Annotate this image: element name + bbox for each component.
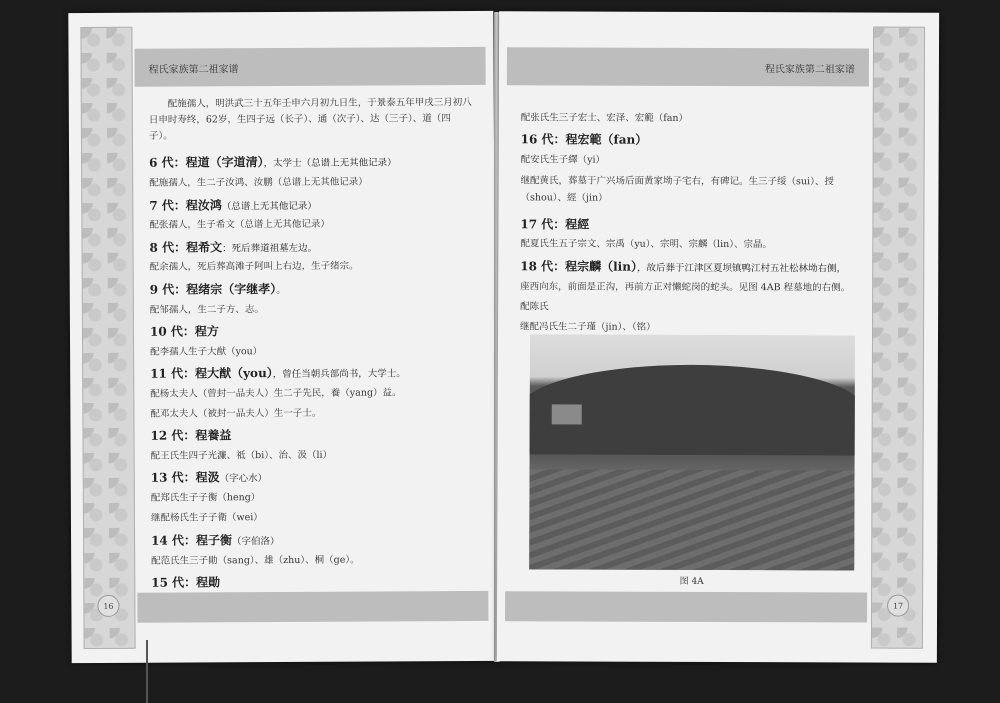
generation-heading xyxy=(150,426,475,444)
generation-heading xyxy=(520,216,856,234)
field xyxy=(529,469,854,570)
page-content xyxy=(149,95,477,596)
intro-paragraph: 配施孺人，明洪武三十五年壬申六月初九日生，于景泰五年甲戌三月初八日申时寿终，62岁，生四子远（长子）、通（次子）、达（三子）、道（四子）。 xyxy=(148,97,472,142)
generation-note: ，故后葬于江津区夏坝镇鸭江村五社松林坳右侧， xyxy=(636,262,847,275)
header-title: 程氏家族第二祖家谱 xyxy=(148,63,239,76)
open-book xyxy=(70,12,940,664)
generation-list xyxy=(149,153,476,591)
generation-title: 14 代：程子衡 xyxy=(151,533,232,548)
generation-heading xyxy=(149,238,474,256)
page-header xyxy=(134,47,485,87)
generation-title: 18 代：程宗麟（lin） xyxy=(520,259,638,274)
entry-line: 配范氏生三子勛（sang）、雄（zhu）、桐（ge）。 xyxy=(151,554,360,567)
page-number: 16 xyxy=(97,595,119,617)
page-content xyxy=(520,111,857,342)
generation-heading xyxy=(151,573,476,591)
generation-heading xyxy=(149,196,474,214)
entry-paragraph: 继配黄氏，葬墓于广兴场后面黄家坳子宅右，有碑记。生三子绥（sui）、授（shou）、經（jin） xyxy=(520,175,834,204)
page-header xyxy=(507,47,869,86)
generation-title: 13 代：程汲 xyxy=(150,470,220,486)
entry-line: 配邹孺人，生二子方、志。 xyxy=(149,303,264,316)
generation-title: 10 代：程方 xyxy=(149,324,219,339)
generation-title: 7 代：程汝鸿 xyxy=(149,197,222,213)
generation-note: 。 xyxy=(276,284,286,296)
right-page xyxy=(497,11,939,663)
entry-line: 配余孺人，死后葬高滩子阿叫上右边，生子绪宗。 xyxy=(149,261,359,274)
entry-line: 配安氏生子繹（yi） xyxy=(520,154,606,166)
entry-line: 继配杨氏生子子衛（wei） xyxy=(150,512,263,525)
generation-note: （总谱上无其他记录） xyxy=(221,200,317,212)
page-number: 17 xyxy=(887,595,909,617)
generation-heading xyxy=(151,468,476,486)
generation-list xyxy=(520,132,857,335)
entry-line: 继配冯氏生二子瑾（jin）、（铭） xyxy=(520,321,656,333)
generation-title: 8 代：程希文 xyxy=(149,239,223,255)
generation-note: ：死后葬道祖墓左边。 xyxy=(222,242,318,254)
generation-title: 12 代：程養益 xyxy=(150,428,232,443)
generation-note: （字心水） xyxy=(219,473,268,485)
decorative-border xyxy=(80,27,135,649)
entry-line: 座西向东，前面是正沟，再前方正对懒蛇岗的蛇头。见图 4AB 程墓地的右侧。 xyxy=(520,280,851,294)
generation-heading xyxy=(150,280,475,298)
house xyxy=(552,404,582,424)
entry-line: 配王氏生四子光濂、祗（bi）、治、汲（li） xyxy=(150,449,333,462)
generation-title: 17 代：程經 xyxy=(520,216,590,232)
photo-caption: 图 4A xyxy=(679,576,704,587)
page-footer xyxy=(505,591,867,622)
grave-site-photo xyxy=(529,334,855,570)
generation-title: 6 代：程道（字道清） xyxy=(149,155,264,171)
generation-heading xyxy=(151,531,476,549)
entry-line: 配李孺人生子大猷（you） xyxy=(150,345,263,358)
generation-heading xyxy=(149,153,474,171)
entry-line: 配施孺人，生二子汝鸿、汝鹏（总谱上无其他记录） xyxy=(149,176,368,189)
entry-line: 配张孺人，生子希文（总谱上无其他记录） xyxy=(149,219,330,232)
entry-line: 配杨太夫人（曾封一品夫人）生二子先民，養（yang）益。 xyxy=(150,387,402,400)
generation-note: （字伯洛） xyxy=(231,535,280,548)
generation-heading xyxy=(520,258,856,276)
generation-note: ，太学士（总谱上无其他记录） xyxy=(263,157,397,170)
header-title: 程氏家族第二祖家谱 xyxy=(764,63,855,75)
entry-line: 配陈氏 xyxy=(520,301,549,313)
generation-title: 16 代：程宏範（fan） xyxy=(520,132,648,148)
generation-heading xyxy=(521,132,857,150)
generation-title: 15 代：程勛 xyxy=(151,575,221,590)
entry-line: 配郑氏生子子衡（heng） xyxy=(150,492,261,504)
decorative-border xyxy=(871,27,925,649)
top-line: 配张氏生三子宏士、宏泽、宏範（fan） xyxy=(520,112,689,124)
generation-note: ，曾任当朝兵部尚书，大学士。 xyxy=(272,368,406,380)
entry-line: 配夏氏生五子宗文、宗禹（yu）、宗明、宗麟（lin）、宗晶。 xyxy=(520,238,773,251)
generation-heading xyxy=(150,322,475,340)
generation-title: 11 代：程大猷（you） xyxy=(150,365,273,381)
bookmark-ribbon xyxy=(146,640,148,703)
generation-heading xyxy=(150,364,475,382)
page-footer xyxy=(137,591,488,623)
entry-line: 配邓太夫人（被封一品夫人）生一子士。 xyxy=(150,407,322,420)
generation-title: 9 代：程绪宗（字继孝） xyxy=(149,281,277,297)
left-page xyxy=(68,11,496,663)
